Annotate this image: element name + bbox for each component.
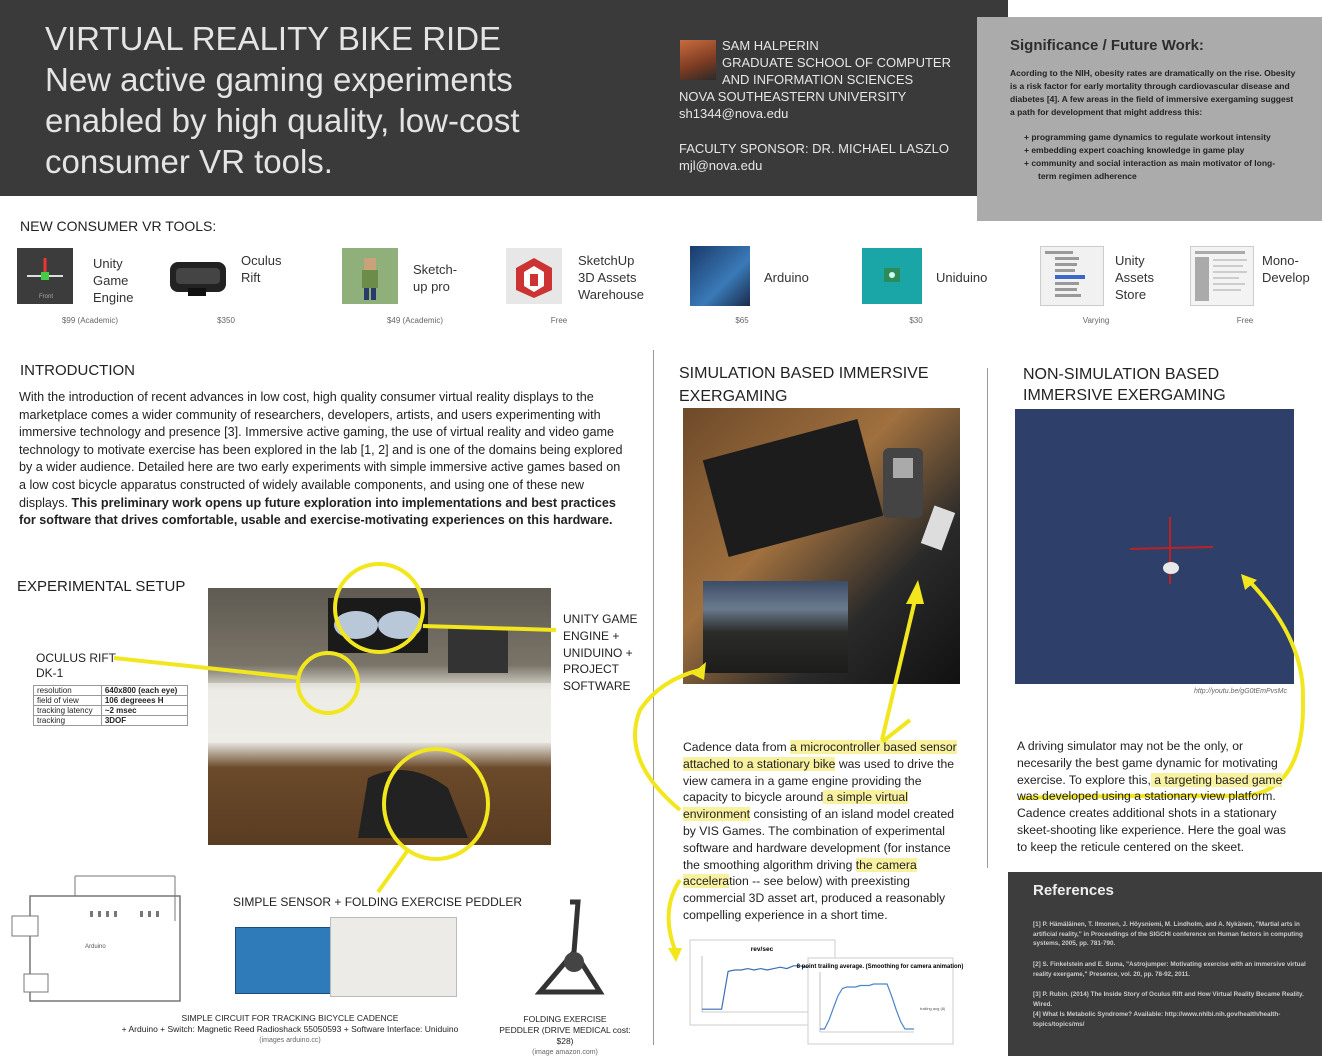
tool-label: Uniduino	[936, 270, 988, 285]
sponsor-block	[679, 140, 949, 174]
sensor-label: SIMPLE SENSOR + FOLDING EXERCISE PEDDLER	[233, 895, 523, 909]
poster-title	[45, 18, 605, 182]
author-email[interactable]: sh1344@nova.edu	[679, 106, 789, 121]
author-university: NOVA SOUTHEASTERN UNIVERSITY	[679, 89, 907, 104]
author-dept: GRADUATE SCHOOL OF COMPUTER	[722, 55, 951, 70]
title-line: enabled by high quality, low-cost	[45, 102, 520, 139]
rift-label: OCULUS RIFT DK-1	[36, 651, 117, 680]
chart-legend: trailing avg (8)	[920, 1006, 946, 1011]
tool-price: Free	[1236, 316, 1254, 325]
list-item: + programming game dynamics to regulate workout intensity	[1024, 132, 1271, 142]
reference-item: [3] P. Rubin. (2014) The Inside Story of Oculus Rift and How Virtual Reality Became Reality. Wired.	[1033, 991, 1304, 1008]
significance-panel	[977, 17, 1322, 221]
list-item: + embedding expert coaching knowledge in game play	[1024, 145, 1245, 155]
tool-price: $350	[217, 316, 235, 325]
uniduino-icon	[862, 248, 922, 304]
references-panel	[1008, 872, 1322, 1056]
reference-item: [2] S. Finkelstein and E. Suma, "Astrojumper: Motivating exercise with an immersive virtual reality exergame," Presence, vol. 20, pp. 78-92, 2011.	[1033, 961, 1306, 978]
asset-store-icon	[1040, 246, 1104, 306]
column-divider	[987, 368, 988, 868]
tool-label: Sketch- up pro	[413, 262, 458, 294]
reference-item: [4] What Is Metabolic Syndrome? Available: http://www.nhlbi.nih.gov/health/health-topics/topics/ms/	[1033, 1011, 1281, 1028]
tools-title: NEW CONSUMER VR TOOLS:	[20, 218, 217, 234]
tool-label: Oculus Rift	[241, 253, 282, 285]
rift-specs-table	[33, 685, 188, 726]
sim-title: SIMULATION BASED IMMERSIVE EXERGAMING	[679, 365, 929, 405]
tool-label: Mono- Develop	[1262, 253, 1310, 285]
sponsor-name: FACULTY SPONSOR: DR. MICHAEL LASZLO	[679, 141, 949, 156]
tool-label: SketchUp 3D Assets Warehouse	[578, 253, 644, 302]
intro-title: INTRODUCTION	[20, 362, 135, 379]
warehouse-icon	[506, 248, 562, 304]
peddler-image	[520, 892, 615, 1007]
sponsor-email[interactable]: mjl@nova.edu	[679, 158, 763, 173]
schematic-board-label: Arduino	[85, 944, 106, 950]
circuit-schematic	[10, 866, 215, 1011]
tool-label: Arduino	[764, 270, 809, 285]
svg-text:Front: Front	[39, 294, 54, 300]
table-row: resolution 640x800 (each eye)	[34, 686, 188, 696]
significance-title: Significance / Future Work:	[1010, 37, 1204, 54]
smoothing-chart	[796, 958, 964, 1044]
tool-label: Unity Assets Store	[1115, 253, 1155, 302]
sketchup-icon	[342, 248, 398, 304]
arduino-icon	[690, 246, 750, 306]
oculus-rift-icon	[168, 248, 224, 304]
tool-price: $30	[909, 316, 923, 325]
author-block	[722, 37, 951, 88]
video-link[interactable]: http://youtu.be/gG0tEmPvsMc	[1194, 688, 1287, 695]
references-title: References	[1033, 882, 1114, 899]
tool-price: Varying	[1082, 316, 1110, 325]
nonsim-text: A driving simulator may not be the only, or necesarily the best game dynamic for motivating exercise. To explore this, a targeting based game was developed using a stationary view platform. Cadence creates additional shots in a stationary skeet-shooting like experience. Here the goal was to keep the reticule centered on the skeet.	[1017, 739, 1286, 854]
setup-annotations	[0, 560, 660, 900]
title-line: VIRTUAL REALITY BIKE RIDE	[45, 20, 502, 57]
title-line: consumer VR tools.	[45, 143, 333, 180]
sim-text: Cadence data from a microcontroller based sensor attached to a stationary bike was used to drive the view camera in a game engine providing the capacity to bicycle around a simple virtual environment consisting of an island model created by VIS Games. The combination of experimental software and hardware development (for instance the smoothing algorithm driving the camera acceleration -- see below) with preexisting commercial 3D asset art, produced a reasonably compelling experience in a short time.	[683, 740, 957, 922]
tool-price: Free	[550, 316, 568, 325]
tool-label: Unity Game Engine	[93, 256, 134, 305]
list-item: + community and social interaction as main motivator of long-term regimen adherence	[1024, 158, 1276, 181]
chart-title: 8 point trailing average. (Smoothing for camera animation)	[796, 964, 964, 970]
peddler-caption: FOLDING EXERCISE PEDDLER (DRIVE MEDICAL cost: $28) (image amazon.com)	[499, 1014, 631, 1056]
author-photo	[680, 40, 716, 80]
setup-title: EXPERIMENTAL SETUP	[17, 578, 186, 595]
table-row: field of view 106 degreees H	[34, 696, 188, 706]
unity-icon	[17, 248, 73, 304]
monodevelop-icon	[1190, 246, 1254, 306]
significance-list	[1024, 131, 1284, 183]
tool-price: $99 (Academic)	[61, 316, 119, 325]
author-affiliation	[679, 88, 906, 122]
chart-title: rev/sec	[750, 946, 774, 953]
table-row: tracking latency ~2 msec	[34, 706, 188, 716]
breadboard	[330, 917, 457, 997]
significance-text: Acording to the NIH, obesity rates are dramatically on the rise. Obesity is a risk factor for early mortality through cardiovascular disease and diabetes [4]. A few areas in the field of immersive exergaming suggest a path for development that might address this:	[1010, 68, 1296, 117]
circuit-caption: SIMPLE CIRCUIT FOR TRACKING BICYCLE CADENCE + Arduino + Switch: Magnetic Reed Radioshack 55050593 + Software Interface: Uniduino (images arduino.cc)	[121, 1013, 459, 1044]
nonsim-title: NON-SIMULATION BASED IMMERSIVE EXERGAMING	[1023, 366, 1226, 404]
reference-item: [1] P. Hämäläinen, T. Ilmonen, J. Höysniemi, M. Lindholm, and A. Nykänen, "Martial arts in artificial reality," in Proceedings of the SIGCHI conference on Human factors in computing systems, 2005, pp. 781-790.	[1033, 921, 1303, 947]
author-dept: AND INFORMATION SCIENCES	[722, 72, 914, 87]
software-label: UNITY GAME ENGINE + UNIDUINO + PROJECT SOFTWARE	[563, 612, 638, 694]
author-name: SAM HALPERIN	[722, 38, 819, 53]
sim-annotations	[620, 570, 960, 970]
table-row: tracking 3DOF	[34, 716, 188, 726]
tool-price: $65	[735, 316, 749, 325]
title-line: New active gaming experiments	[45, 61, 513, 98]
tool-price: $49 (Academic)	[386, 316, 444, 325]
arduino-board	[235, 927, 337, 994]
intro-text: With the introduction of recent advances in low cost, high quality consumer virtual reality displays to the marketplace comes a wider community of researchers, developers, artists, and users experimenting with immersive technology and presence [3]. Immersive active gaming, the use of virtual reality and video game technology to motivate exercise has been explored in the lab [1, 2] and is one of the domains being explored by a wider audience. Detailed here are two early experiments with simple immersive active games based on a low cost bicycle apparatus constructed of widely available components, and using one of these new displays. This preliminary work opens up future exploration into implementations and best practices for software that drives comfortable, usable and exercise-motivating experiences on this hardware.	[19, 390, 623, 528]
